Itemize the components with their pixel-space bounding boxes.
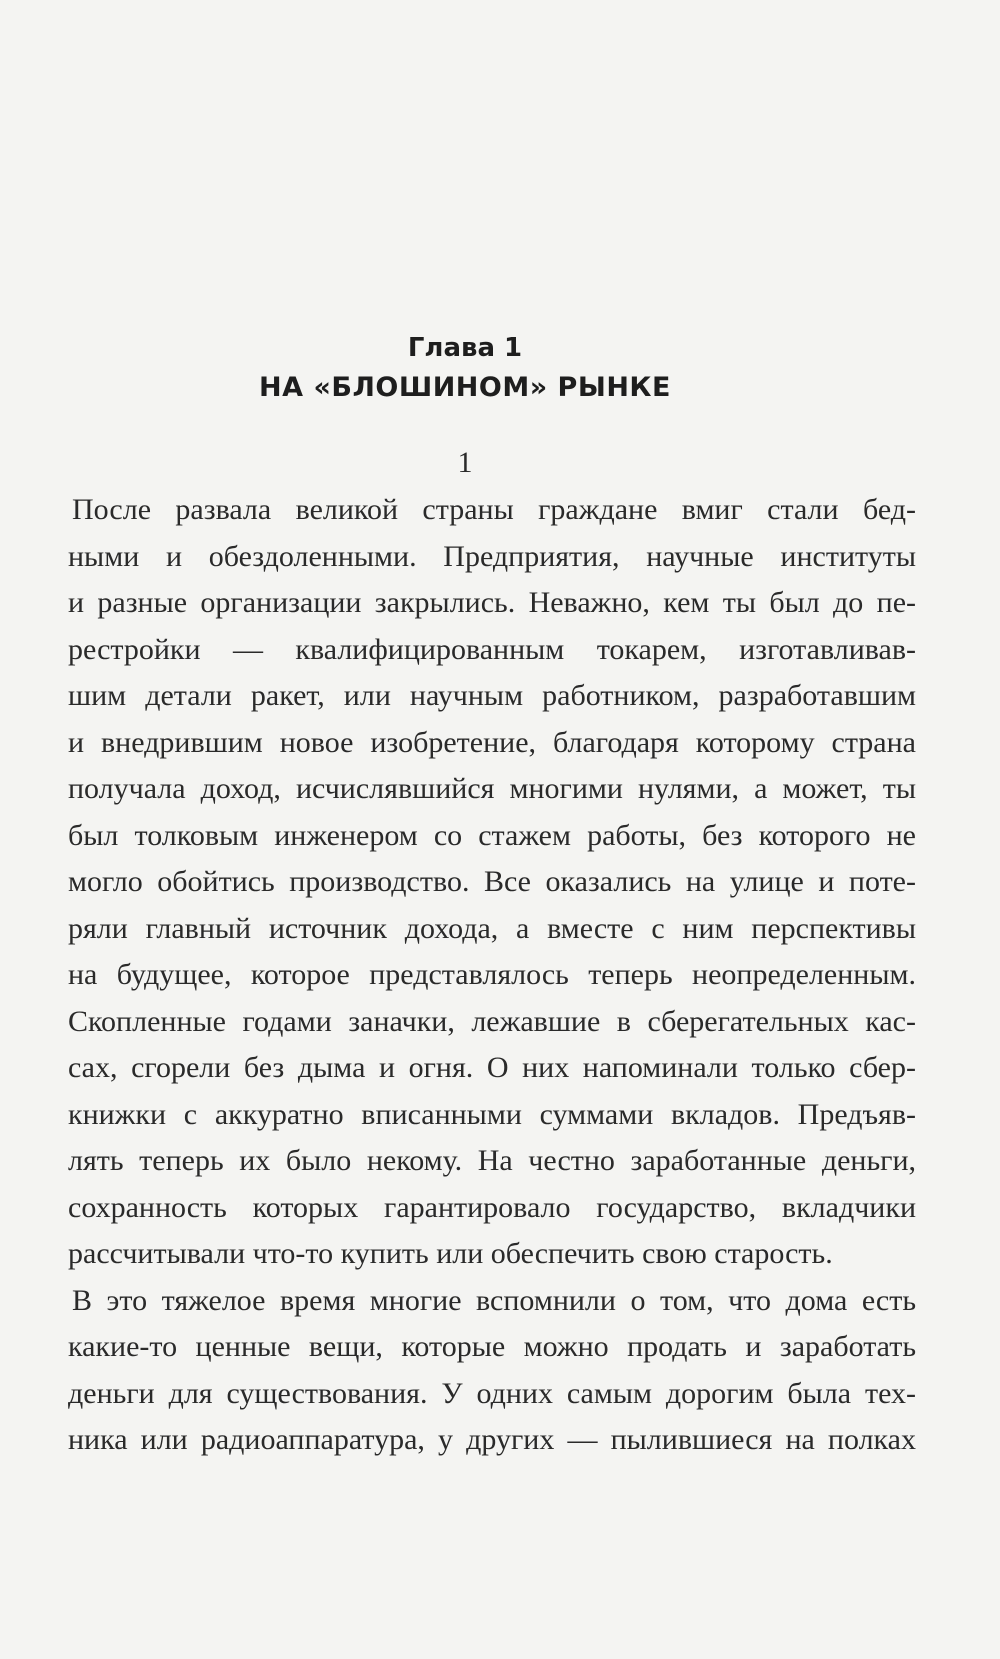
text-line: После развала великой страны граждане вмиг стали бед- <box>72 493 916 526</box>
text-line: ряли главный источник дохода, а вместе с ним перспективы <box>68 911 916 945</box>
text-line: могло обойтись производство. Все оказались на улице и поте- <box>68 865 916 898</box>
text-line: Скопленные годами заначки, лежавшие в сберегательных кас- <box>68 1004 916 1038</box>
chapter-label: Глава 1 <box>407 333 523 363</box>
text-line: и внедрившим новое изобретение, благодаря которому страна <box>68 725 916 759</box>
text-line: ными и обездоленными. Предприятия, научные институты <box>68 539 916 573</box>
body-text <box>68 487 916 1464</box>
section-number: 1 <box>457 446 473 479</box>
chapter-title: НА «БЛОШИНОМ» РЫНКЕ <box>259 372 671 403</box>
paragraph <box>68 487 916 1278</box>
text-line: рестройки — квалифицированным токарем, изготавливав- <box>68 632 916 666</box>
text-line: сохранность которых гарантировало государство, вкладчики <box>68 1190 916 1224</box>
text-line: получала доход, исчислявшийся многими нулями, а может, ты <box>68 772 916 805</box>
paragraph <box>68 1278 916 1464</box>
text-line: какие-то ценные вещи, которые можно продать и заработать <box>68 1330 916 1363</box>
text-line: деньги для существования. У одних самым дорогим была тех- <box>68 1376 916 1410</box>
text-line: и разные организации закрылись. Неважно, кем ты был до пе- <box>68 586 916 619</box>
text-line: ника или радиоаппаратура, у других — пылившиеся на полках <box>68 1423 916 1456</box>
text-line: рассчитывали что-то купить или обеспечить свою старость. <box>68 1237 833 1270</box>
text-line: на будущее, которое представлялось теперь неопределенным. <box>68 958 916 991</box>
text-line: сах, сгорели без дыма и огня. О них напоминали только сбер- <box>68 1051 916 1084</box>
text-line: шим детали ракет, или научным работником, разработавшим <box>68 679 916 712</box>
text-line: лять теперь их было некому. На честно заработанные деньги, <box>68 1144 916 1177</box>
text-line: книжки с аккуратно вписанными суммами вкладов. Предъяв- <box>68 1097 916 1131</box>
text-line: В это тяжелое время многие вспомнили о том, что дома есть <box>72 1283 916 1317</box>
text-line: был толковым инженером со стажем работы, без которого не <box>68 818 916 852</box>
